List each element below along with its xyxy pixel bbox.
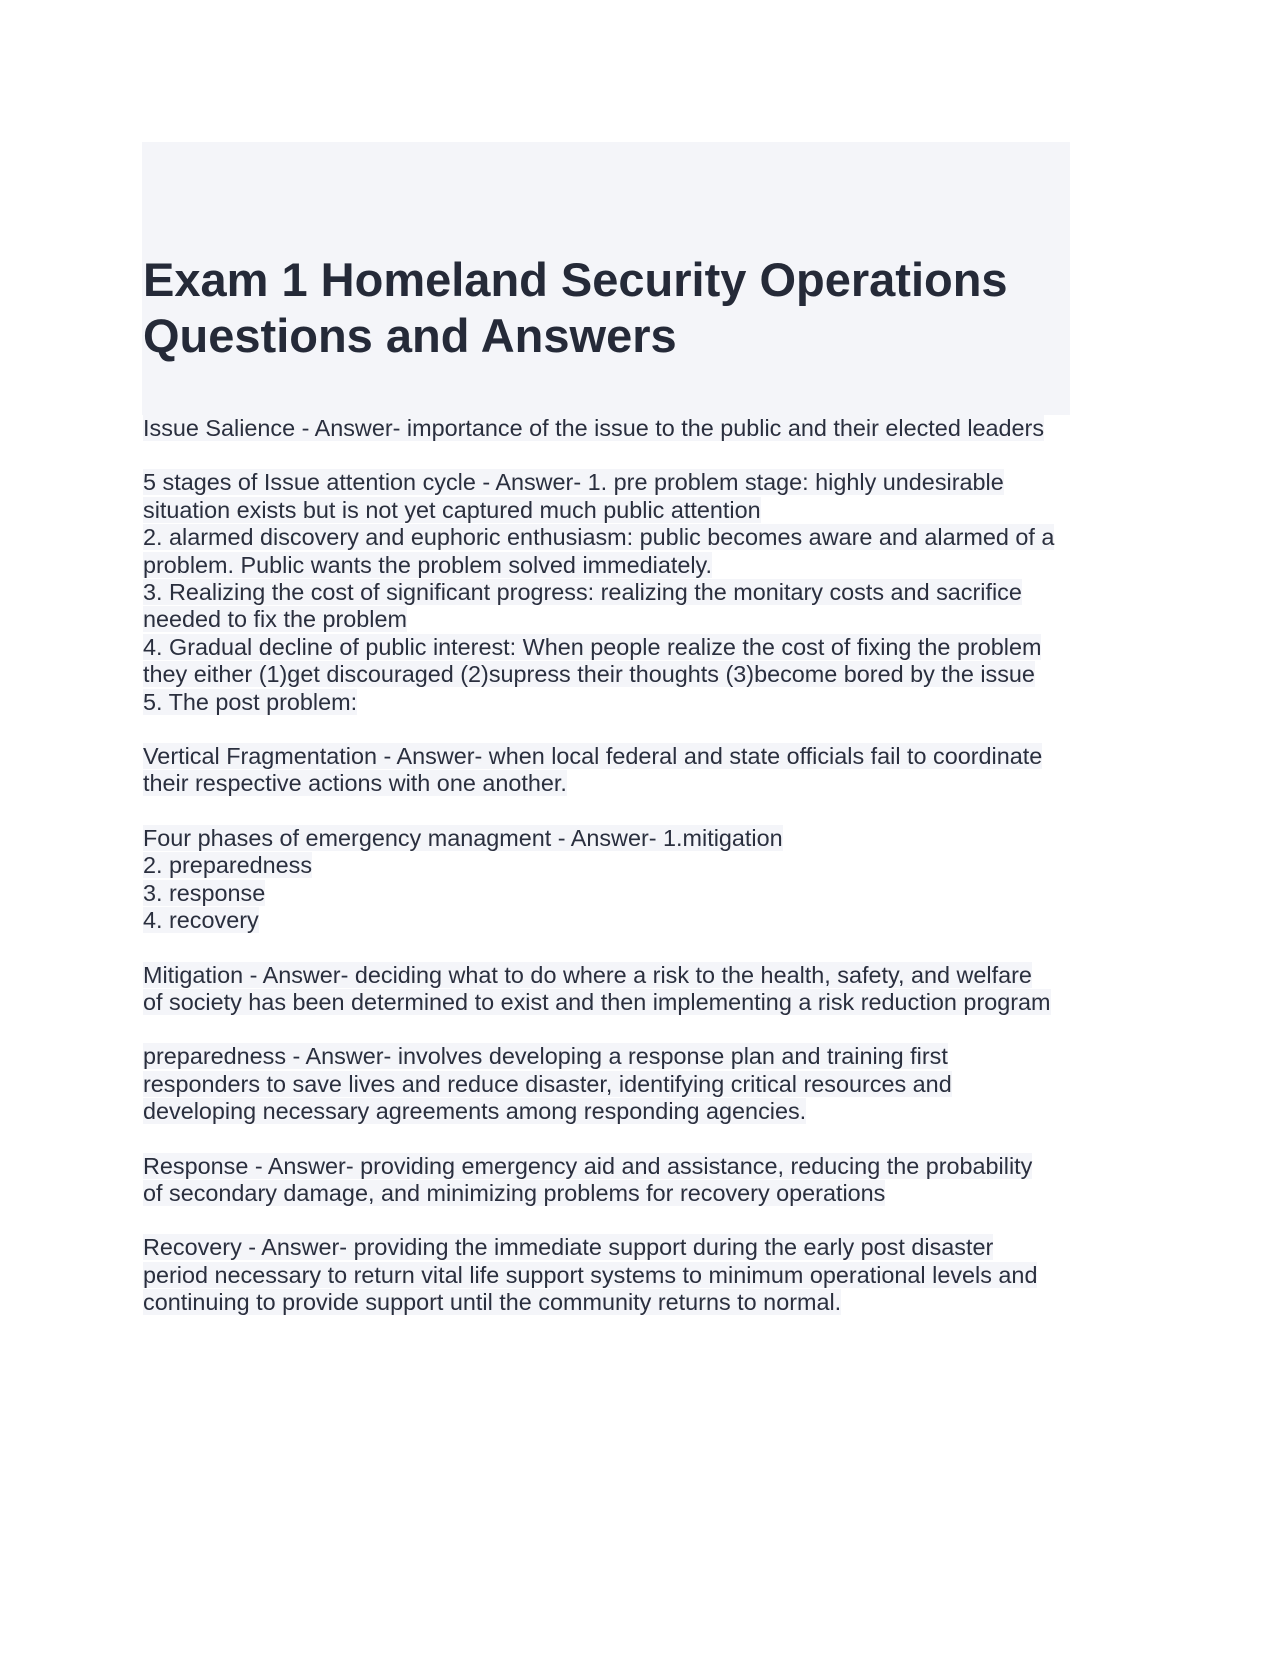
qa-line bbox=[143, 962, 1083, 989]
qa-line-text: 2. alarmed discovery and euphoric enthusiasm: public becomes aware and alarmed of a bbox=[143, 524, 1055, 551]
qa-line-text: Vertical Fragmentation - Answer- when local federal and state officials fail to coordinate bbox=[143, 743, 1043, 770]
qa-line-text: situation exists but is not yet captured much public attention bbox=[143, 496, 761, 523]
qa-line bbox=[143, 989, 1083, 1016]
qa-entry bbox=[143, 743, 1083, 798]
qa-line bbox=[143, 634, 1083, 661]
qa-line-text: preparedness - Answer- involves developing a response plan and training first bbox=[143, 1043, 948, 1070]
qa-line bbox=[143, 552, 1083, 579]
qa-line-text: continuing to provide support until the community returns to normal. bbox=[143, 1289, 842, 1316]
qa-line bbox=[143, 1071, 1083, 1098]
qa-line-text: of secondary damage, and minimizing problems for recovery operations bbox=[143, 1179, 886, 1206]
qa-line-text: Response - Answer- providing emergency aid and assistance, reducing the probability bbox=[143, 1152, 1033, 1179]
qa-line bbox=[143, 689, 1083, 716]
qa-line-text: Four phases of emergency managment - Answer- 1.mitigation bbox=[143, 824, 783, 851]
qa-entry bbox=[143, 415, 1083, 442]
qa-line-text: problem. Public wants the problem solved immediately. bbox=[143, 551, 712, 578]
qa-line bbox=[143, 880, 1083, 907]
qa-line bbox=[143, 1043, 1083, 1070]
qa-line bbox=[143, 1098, 1083, 1125]
qa-list bbox=[143, 415, 1083, 1344]
qa-line bbox=[143, 469, 1083, 496]
qa-line bbox=[143, 1262, 1083, 1289]
qa-line bbox=[143, 579, 1083, 606]
qa-line bbox=[143, 497, 1083, 524]
qa-line-text: Mitigation - Answer- deciding what to do where a risk to the health, safety, and welfare bbox=[143, 961, 1032, 988]
qa-entry bbox=[143, 825, 1083, 935]
qa-entry bbox=[143, 1043, 1083, 1125]
qa-line-text: 5 stages of Issue attention cycle - Answer- 1. pre problem stage: highly undesirable bbox=[143, 469, 1004, 496]
qa-line-text: 3. response bbox=[143, 879, 266, 906]
qa-entry bbox=[143, 1234, 1083, 1316]
qa-line bbox=[143, 852, 1083, 879]
qa-line bbox=[143, 606, 1083, 633]
qa-line bbox=[143, 770, 1083, 797]
qa-line-text: Issue Salience - Answer- importance of the issue to the public and their elected leaders bbox=[143, 415, 1045, 441]
qa-line-text: 3. Realizing the cost of significant progress: realizing the monitary costs and sacrifice bbox=[143, 579, 1022, 606]
qa-line-text: of society has been determined to exist and then implementing a risk reduction program bbox=[143, 988, 1051, 1015]
qa-line bbox=[143, 825, 1083, 852]
qa-line-text: 4. Gradual decline of public interest: When people realize the cost of fixing the problem bbox=[143, 633, 1042, 660]
qa-line bbox=[143, 1289, 1083, 1316]
qa-line-text: 4. recovery bbox=[143, 907, 259, 934]
qa-line bbox=[143, 743, 1083, 770]
qa-line-text: 2. preparedness bbox=[143, 852, 313, 879]
document-title bbox=[143, 252, 1008, 364]
qa-line-text: developing necessary agreements among responding agencies. bbox=[143, 1098, 807, 1125]
qa-line-text: they either (1)get discouraged (2)supress their thoughts (3)become bored by the issue bbox=[143, 661, 1035, 688]
qa-line bbox=[143, 1234, 1083, 1261]
qa-line-text: their respective actions with one another. bbox=[143, 770, 567, 797]
qa-line bbox=[143, 1153, 1083, 1180]
qa-line bbox=[143, 524, 1083, 551]
qa-line-text: needed to fix the problem bbox=[143, 606, 407, 633]
qa-line bbox=[143, 661, 1083, 688]
qa-entry bbox=[143, 962, 1083, 1017]
qa-line bbox=[143, 415, 1083, 442]
qa-line bbox=[143, 1180, 1083, 1207]
qa-line-text: responders to save lives and reduce disaster, identifying critical resources and bbox=[143, 1070, 952, 1097]
title-banner bbox=[142, 142, 1070, 415]
qa-line-text: Recovery - Answer- providing the immediate support during the early post disaster bbox=[143, 1234, 994, 1261]
qa-entry bbox=[143, 469, 1083, 716]
title-line-1: Exam 1 Homeland Security Operations bbox=[143, 253, 1008, 306]
qa-line-text: period necessary to return vital life support systems to minimum operational levels and bbox=[143, 1261, 1038, 1288]
qa-entry bbox=[143, 1153, 1083, 1208]
title-line-2: Questions and Answers bbox=[143, 309, 677, 362]
qa-line-text: 5. The post problem: bbox=[143, 688, 358, 715]
qa-line bbox=[143, 907, 1083, 934]
